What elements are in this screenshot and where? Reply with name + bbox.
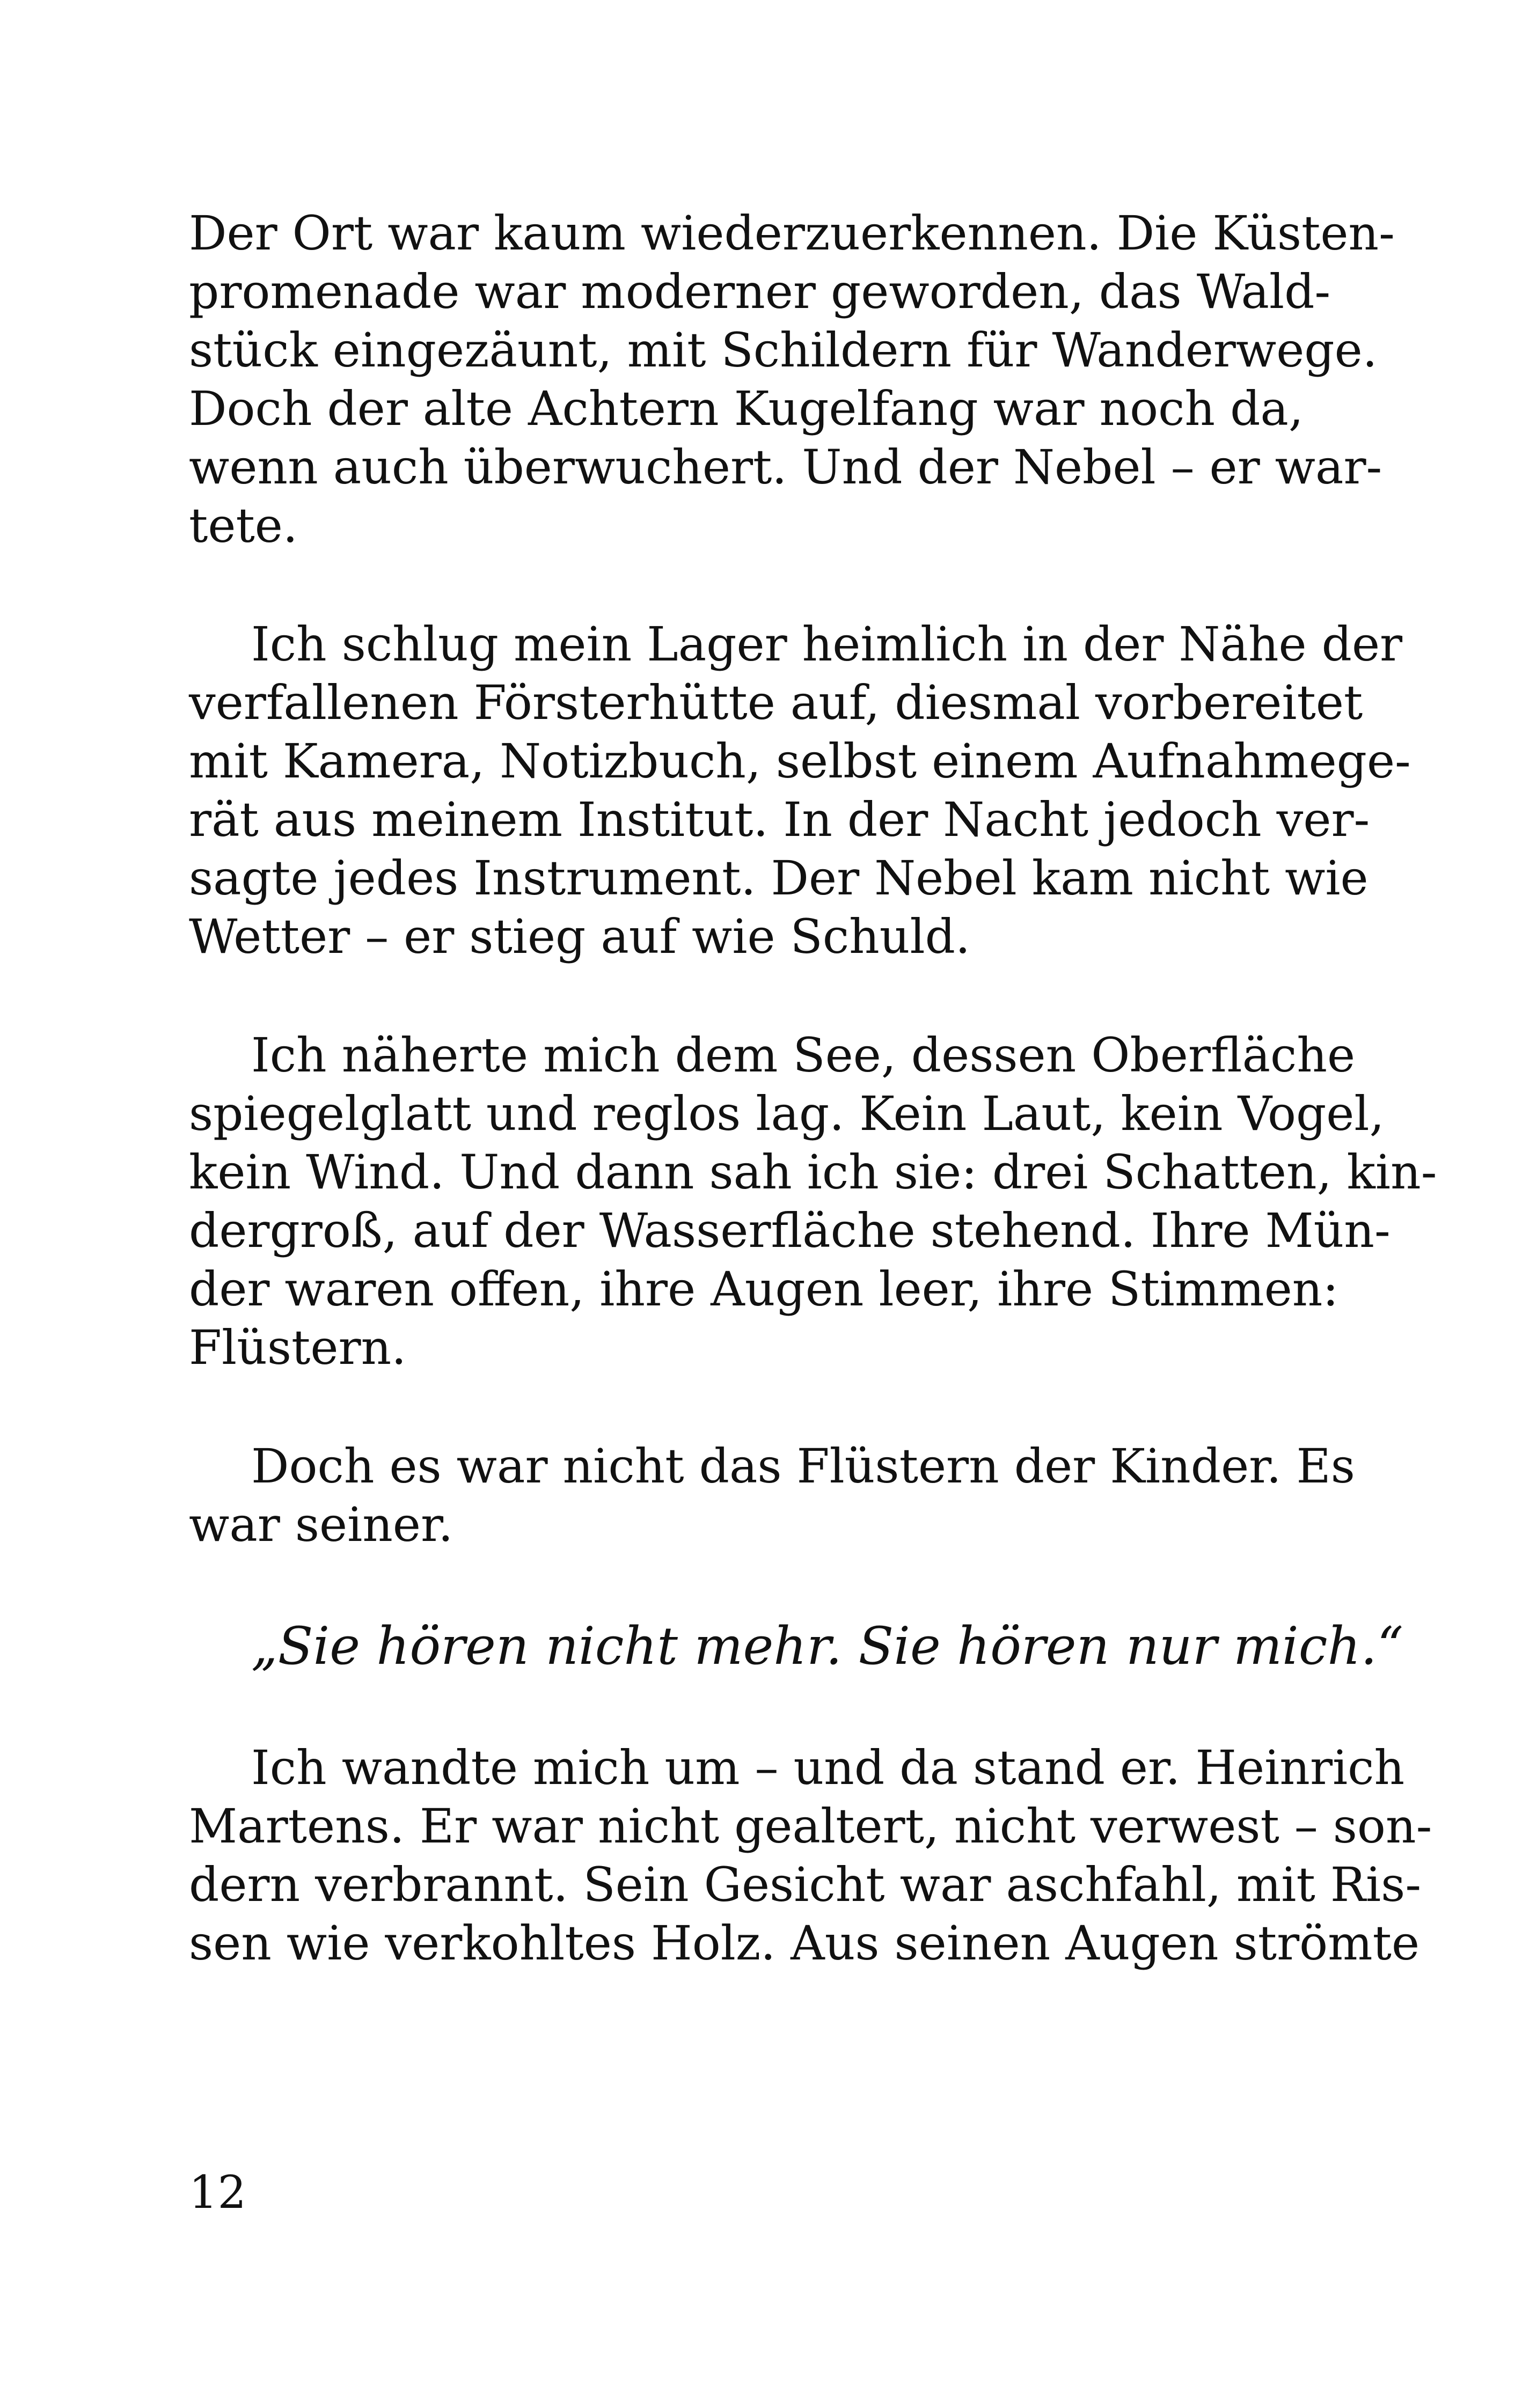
text-line: wenn auch überwuchert. Und der Nebel – er war-: [189, 439, 1382, 495]
paragraph-gap: [189, 1678, 1296, 1738]
paragraph-gap: [189, 555, 1296, 615]
page-number: 12: [189, 2166, 246, 2219]
paragraph-3: [189, 1026, 1437, 1377]
text-line: war seiner.: [189, 1497, 453, 1552]
body-text: [189, 204, 1437, 1972]
text-line: Ich wandte mich um – und da stand er. Heinrich: [251, 1740, 1405, 1795]
text-line: rät aus meinem Institut. In der Nacht jedoch ver-: [189, 792, 1370, 847]
text-line: stück eingezäunt, mit Schildern für Wanderwege.: [189, 322, 1378, 378]
text-line: Martens. Er war nicht gealtert, nicht verwest – son-: [189, 1798, 1432, 1854]
text-line: promenade war moderner geworden, das Wald-: [189, 264, 1331, 319]
text-line: sagte jedes Instrument. Der Nebel kam nicht wie: [189, 850, 1369, 906]
text-line: kein Wind. Und dann sah ich sie: drei Schatten, kin-: [189, 1144, 1437, 1200]
paragraph-4: [189, 1437, 1355, 1554]
text-line: dern verbrannt. Sein Gesicht war aschfahl, mit Ris-: [189, 1857, 1422, 1912]
paragraph-gap: [189, 1377, 1296, 1437]
text-line: der waren offen, ihre Augen leer, ihre Stimmen:: [189, 1261, 1339, 1317]
text-line: sen wie verkohltes Holz. Aus seinen Augen strömte: [189, 1915, 1420, 1971]
paragraph-5: [189, 1738, 1432, 1972]
text-line: spiegelglatt und reglos lag. Kein Laut, kein Vogel,: [189, 1086, 1385, 1141]
text-line: Ich schlug mein Lager heimlich in der Nähe der: [251, 616, 1403, 672]
text-line: Flüstern.: [189, 1320, 407, 1375]
paragraph-1: [189, 204, 1395, 555]
text-line: tete.: [189, 498, 298, 553]
paragraph-gap: [189, 966, 1296, 1026]
text-line: Der Ort war kaum wiederzuerkennen. Die Küsten-: [189, 205, 1395, 261]
paragraph-2: [189, 615, 1411, 966]
italic-quote: „Sie hören nicht mehr. Sie hören nur mich.“: [251, 1616, 1403, 1676]
paragraph-gap: [189, 1554, 1296, 1614]
text-line: Ich näherte mich dem See, dessen Oberfläche: [251, 1027, 1356, 1083]
text-line: verfallenen Försterhütte auf, diesmal vorbereitet: [189, 675, 1363, 730]
text-line: dergroß, auf der Wasserfläche stehend. Ihre Mün-: [189, 1203, 1391, 1258]
text-line: Doch der alte Achtern Kugelfang war noch da,: [189, 381, 1304, 436]
text-line: Doch es war nicht das Flüstern der Kinder. Es: [251, 1438, 1355, 1494]
text-line: mit Kamera, Notizbuch, selbst einem Aufnahmege-: [189, 733, 1411, 789]
text-line: Wetter – er stieg auf wie Schuld.: [189, 909, 970, 964]
